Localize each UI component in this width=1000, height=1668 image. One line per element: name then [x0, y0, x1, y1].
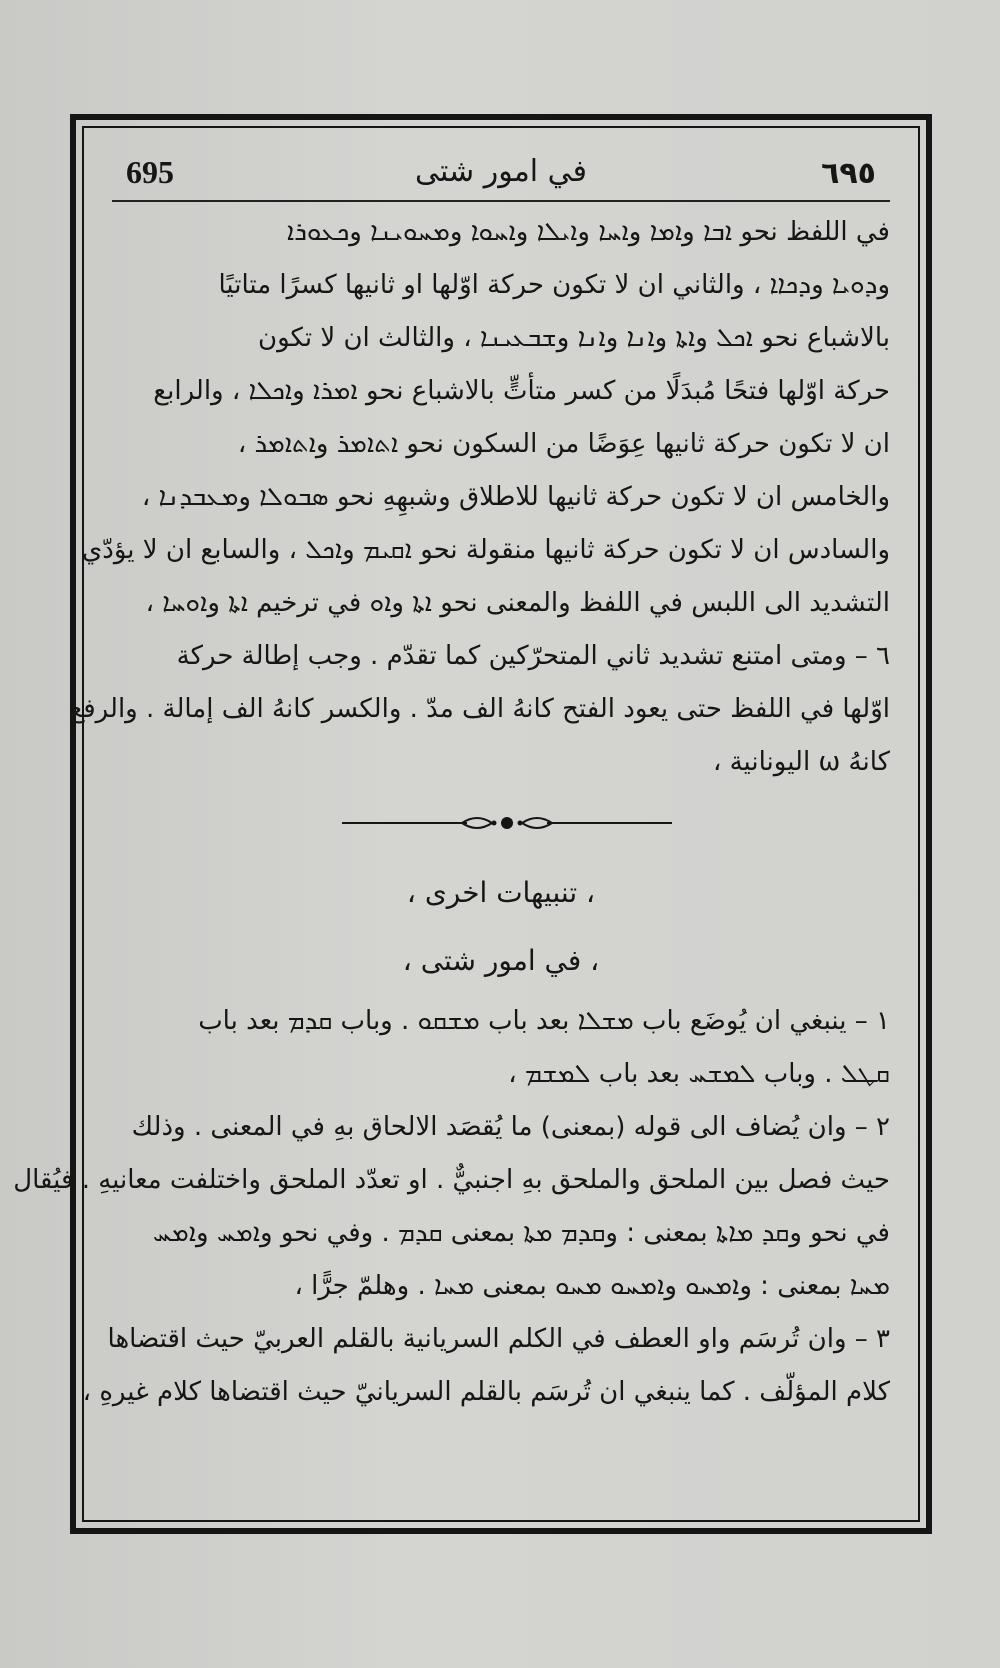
text-line: وܕܘܝܐ وܕܟܐܐ ، والثاني ان لا تكون حركة اوّلها او ثانيها كسرًا متاتيًا: [218, 270, 890, 300]
page-number-arabic: ٦٩٥: [821, 156, 876, 191]
text-line: ܡܚܐ بمعنى : وܐܡܚܘ وܐܡܚܘ ܡܚܘ بمعنى ܡܚܐ . وهلمّ جرًّا ،: [294, 1271, 890, 1301]
section-heading: ، تنبيهات اخرى ،: [406, 876, 596, 909]
text-line: في اللفظ نحو ܐܒܐ وܐܡܐ وܐܚܐ وܐܝܠܐ وܐܚܘܐ وܡܚܘܝܢܐ وܟܥܘܪܐ: [286, 217, 890, 247]
text-line: ٦ – ومتى امتنع تشديد ثاني المتحرّكين كما تقدّم . وجب إطالة حركة: [176, 641, 890, 671]
text-line: ܩܛܠ . وباب ܠܡܫܚ بعد باب ܠܡܫܡ ،: [508, 1059, 890, 1089]
text-line: ٣ – وان تُرسَم واو العطف في الكلم السريانية بالقلم العربيّ حيث اقتضاها: [107, 1324, 890, 1354]
text-line: بالاشباع نحو ܐܟܠ وܐܬܐ وܐܢܐ وܐܢܐ وܫܒܥܝܢܐ ، والثالث ان لا تكون: [257, 323, 890, 353]
text-line: اوّلها في اللفظ حتى يعود الفتح كانهُ الف مدّ . والكسر كانهُ الف إمالة . والرفع: [69, 694, 890, 724]
text-line: حركة اوّلها فتحًا مُبدَلًا من كسر متأتٍّ بالاشباع نحو ܐܡܪܐ وܐܟܠܐ ، والرابع: [153, 376, 890, 406]
text-line: كلام المؤلّف . كما ينبغي ان تُرسَم بالقلم السريانيّ حيث اقتضاها كلام غيرهِ ،: [82, 1377, 890, 1407]
running-title: في امور شتى: [414, 154, 587, 189]
text-line: ان لا تكون حركة ثانيها عِوَضًا من السكون نحو ܐܬܐܡܪ وܐܬܐܡܪ ،: [237, 429, 890, 459]
running-header: [112, 150, 890, 202]
section-subheading: ، في امور شتى ،: [402, 944, 600, 977]
text-line: والخامس ان لا تكون حركة ثانيها للاطلاق وشبهِهِ نحو ܣܒܘܠܐ وܡܥܒܕܢܐ ،: [141, 482, 890, 512]
text-line: في نحو وܩܕ ܡܐܬܐ بمعنى : وܩܕܡ ܡܬܐ بمعنى ܩܕܡ . وفي نحو وܐܡܚ وܐܡܚ: [152, 1218, 890, 1248]
text-line: ١ – ينبغي ان يُوضَع باب ܡܫܠܐ بعد باب ܡܫܩܘ . وباب ܩܕܡ بعد باب: [198, 1006, 890, 1036]
page-number-latin: 695: [126, 154, 174, 190]
ornamental-divider: [112, 789, 890, 859]
text-line: ٢ – وان يُضاف الى قوله (بمعنى) ما يُقصَد الالحاق بهِ في المعنى . وذلك: [131, 1112, 890, 1142]
text-line: حيث فصل بين الملحق والملحق بهِ اجنبيٌّ . او تعدّد الملحق واختلفت معانيهِ . فيُقال: [13, 1165, 890, 1195]
text-line: التشديد الى اللبس في اللفظ والمعنى نحو ܐܬܐ وܐܘ في ترخيم ܐܬܐ وܐܘܚܐ ،: [145, 588, 890, 618]
text-line: والسادس ان لا تكون حركة ثانيها منقولة نحو ܐܩܝܡ وܐܟܠ ، والسابع ان لا يؤدّي: [81, 535, 890, 565]
text-block-2: [13, 995, 890, 1419]
inner-border: [13, 126, 920, 1522]
text-line: كانهُ ω اليونانية ،: [712, 747, 890, 777]
text-block-1: [69, 206, 890, 789]
